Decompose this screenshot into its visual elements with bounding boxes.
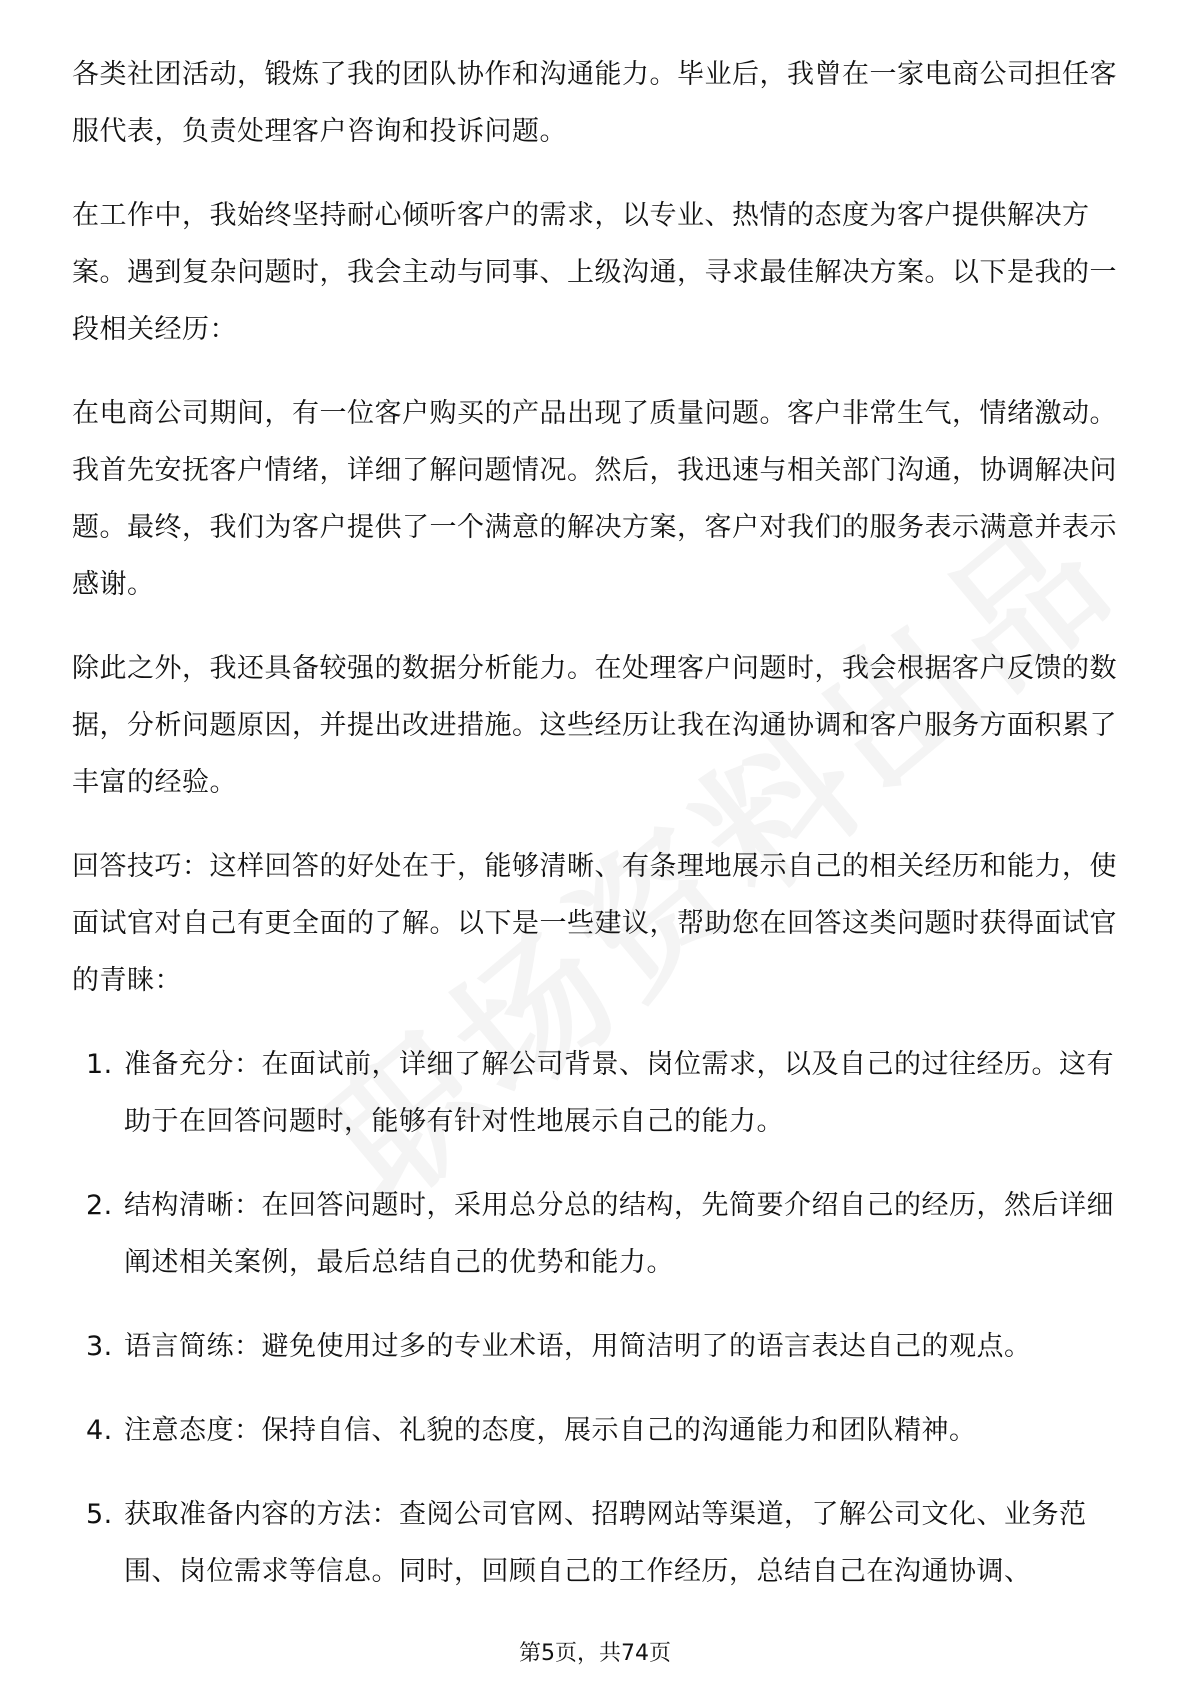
list-number: 4. [86,1415,113,1446]
document-body [72,46,1122,1627]
list-item [72,1177,1122,1291]
paragraph-2: 在工作中，我始终坚持耐心倾听客户的需求，以专业、热情的态度为客户提供解决方案。遇到复杂问题时，我会主动与同事、上级沟通，寻求最佳解决方案。以下是我的一段相关经历： [72,200,1117,345]
paragraph-3: 在电商公司期间，有一位客户购买的产品出现了质量问题。客户非常生气，情绪激动。我首先安抚客户情绪，详细了解问题情况。然后，我迅速与相关部门沟通，协调解决问题。最终，我们为客户提供了一个满意的解决方案，客户对我们的服务表示满意并表示感谢。 [72,398,1117,600]
tips-list [72,1036,1122,1600]
list-item [72,1402,1122,1459]
list-item [72,1318,1122,1375]
paragraph-4: 除此之外，我还具备较强的数据分析能力。在处理客户问题时，我会根据客户反馈的数据，分析问题原因，并提出改进措施。这些经历让我在沟通协调和客户服务方面积累了丰富的经验。 [72,653,1117,798]
list-item [72,1036,1122,1150]
list-text: 准备充分：在面试前，详细了解公司背景、岗位需求，以及自己的过往经历。这有助于在回答问题时，能够有针对性地展示自己的能力。 [124,1049,1114,1137]
paragraph-1: 各类社团活动，锻炼了我的团队协作和沟通能力。毕业后，我曾在一家电商公司担任客服代表，负责处理客户咨询和投诉问题。 [72,59,1117,147]
list-text: 注意态度：保持自信、礼貌的态度，展示自己的沟通能力和团队精神。 [124,1415,977,1446]
list-text: 获取准备内容的方法：查阅公司官网、招聘网站等渠道，了解公司文化、业务范围、岗位需求等信息。同时，回顾自己的工作经历，总结自己在沟通协调、 [124,1499,1087,1587]
paragraph-5: 回答技巧：这样回答的好处在于，能够清晰、有条理地展示自己的相关经历和能力，使面试官对自己有更全面的了解。以下是一些建议，帮助您在回答这类问题时获得面试官的青睐： [72,851,1117,996]
list-number: 2. [86,1190,113,1221]
list-number: 3. [86,1331,113,1362]
list-text: 语言简练：避免使用过多的专业术语，用简洁明了的语言表达自己的观点。 [124,1331,1032,1362]
list-number: 1. [86,1049,113,1080]
page-footer: 第5页，共74页 [519,1641,671,1666]
list-number: 5. [86,1499,113,1530]
list-item [72,1486,1122,1600]
list-text: 结构清晰：在回答问题时，采用总分总的结构，先简要介绍自己的经历，然后详细阐述相关案例，最后总结自己的优势和能力。 [124,1190,1114,1278]
